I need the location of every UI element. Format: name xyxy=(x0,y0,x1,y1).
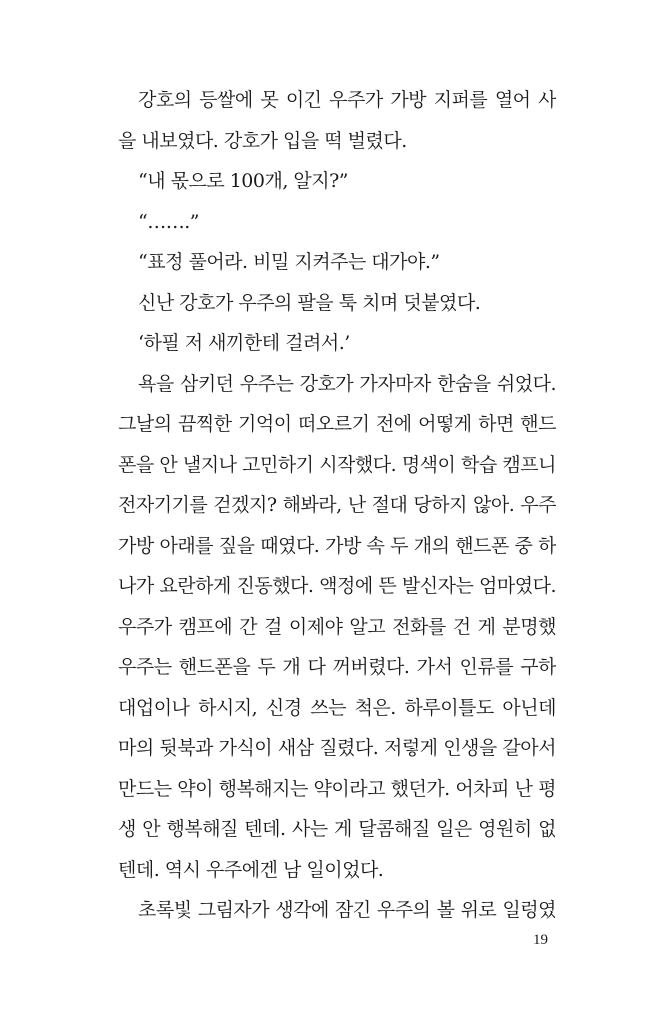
text-line: “…….” xyxy=(138,210,199,233)
text-line: 우주가 캠프에 간 걸 이제야 알고 전화를 건 게 분명했 xyxy=(118,615,556,638)
text-line: 폰을 안 낼지나 고민하기 시작했다. 명색이 학습 캠프니 xyxy=(118,453,556,476)
text-line: 욕을 삼키던 우주는 강호가 가자마자 한숨을 쉬었다. xyxy=(138,372,556,395)
text-line: 강호의 등쌀에 못 이긴 우주가 가방 지퍼를 열어 사 xyxy=(138,89,556,111)
text-line: 전자기기를 걷겠지? 해봐라, 난 절대 당하지 않아. 우주 xyxy=(118,494,556,516)
text-line: 나가 요란하게 진동했다. 액정에 뜬 발신자는 엄마였다. xyxy=(118,575,556,597)
text-line: 생 안 행복해질 텐데. 사는 게 달콤해질 일은 영원히 없 xyxy=(118,818,556,840)
text-line: “표정 풀어라. 비밀 지켜주는 대가야.” xyxy=(138,251,440,273)
text-line: 을 내보였다. 강호가 입을 떡 벌렸다. xyxy=(118,129,407,152)
text-line: 대업이나 하시지, 신경 쓰는 척은. 하루이틀도 아닌데 xyxy=(118,696,556,719)
text-line: 가방 아래를 짚을 때였다. 가방 속 두 개의 핸드폰 중 하 xyxy=(118,534,556,557)
text-line: 초록빛 그림자가 생각에 잠긴 우주의 볼 위로 일렁였 xyxy=(138,899,556,921)
body-text xyxy=(118,80,556,931)
text-line: 만드는 약이 행복해지는 약이라고 했던가. 어차피 난 평 xyxy=(118,777,556,800)
text-line: 우주는 핸드폰을 두 개 다 꺼버렸다. 가서 인류를 구하 xyxy=(118,656,556,678)
text-line: 텐데. 역시 우주에겐 남 일이었다. xyxy=(118,858,384,881)
text-line: ‘하필 저 새끼한테 걸려서.’ xyxy=(138,332,350,354)
text-line: “내 몫으로 100개, 알지?” xyxy=(138,170,349,192)
text-line: 마의 뒷북과 가식이 새삼 질렸다. 저렇게 인생을 갈아서 xyxy=(118,737,556,759)
text-line: 신난 강호가 우주의 팔을 툭 치며 덧붙였다. xyxy=(138,291,481,314)
page-number: 19 xyxy=(533,932,548,948)
text-line: 그날의 끔찍한 기억이 떠오르기 전에 어떻게 하면 핸드 xyxy=(118,413,556,435)
